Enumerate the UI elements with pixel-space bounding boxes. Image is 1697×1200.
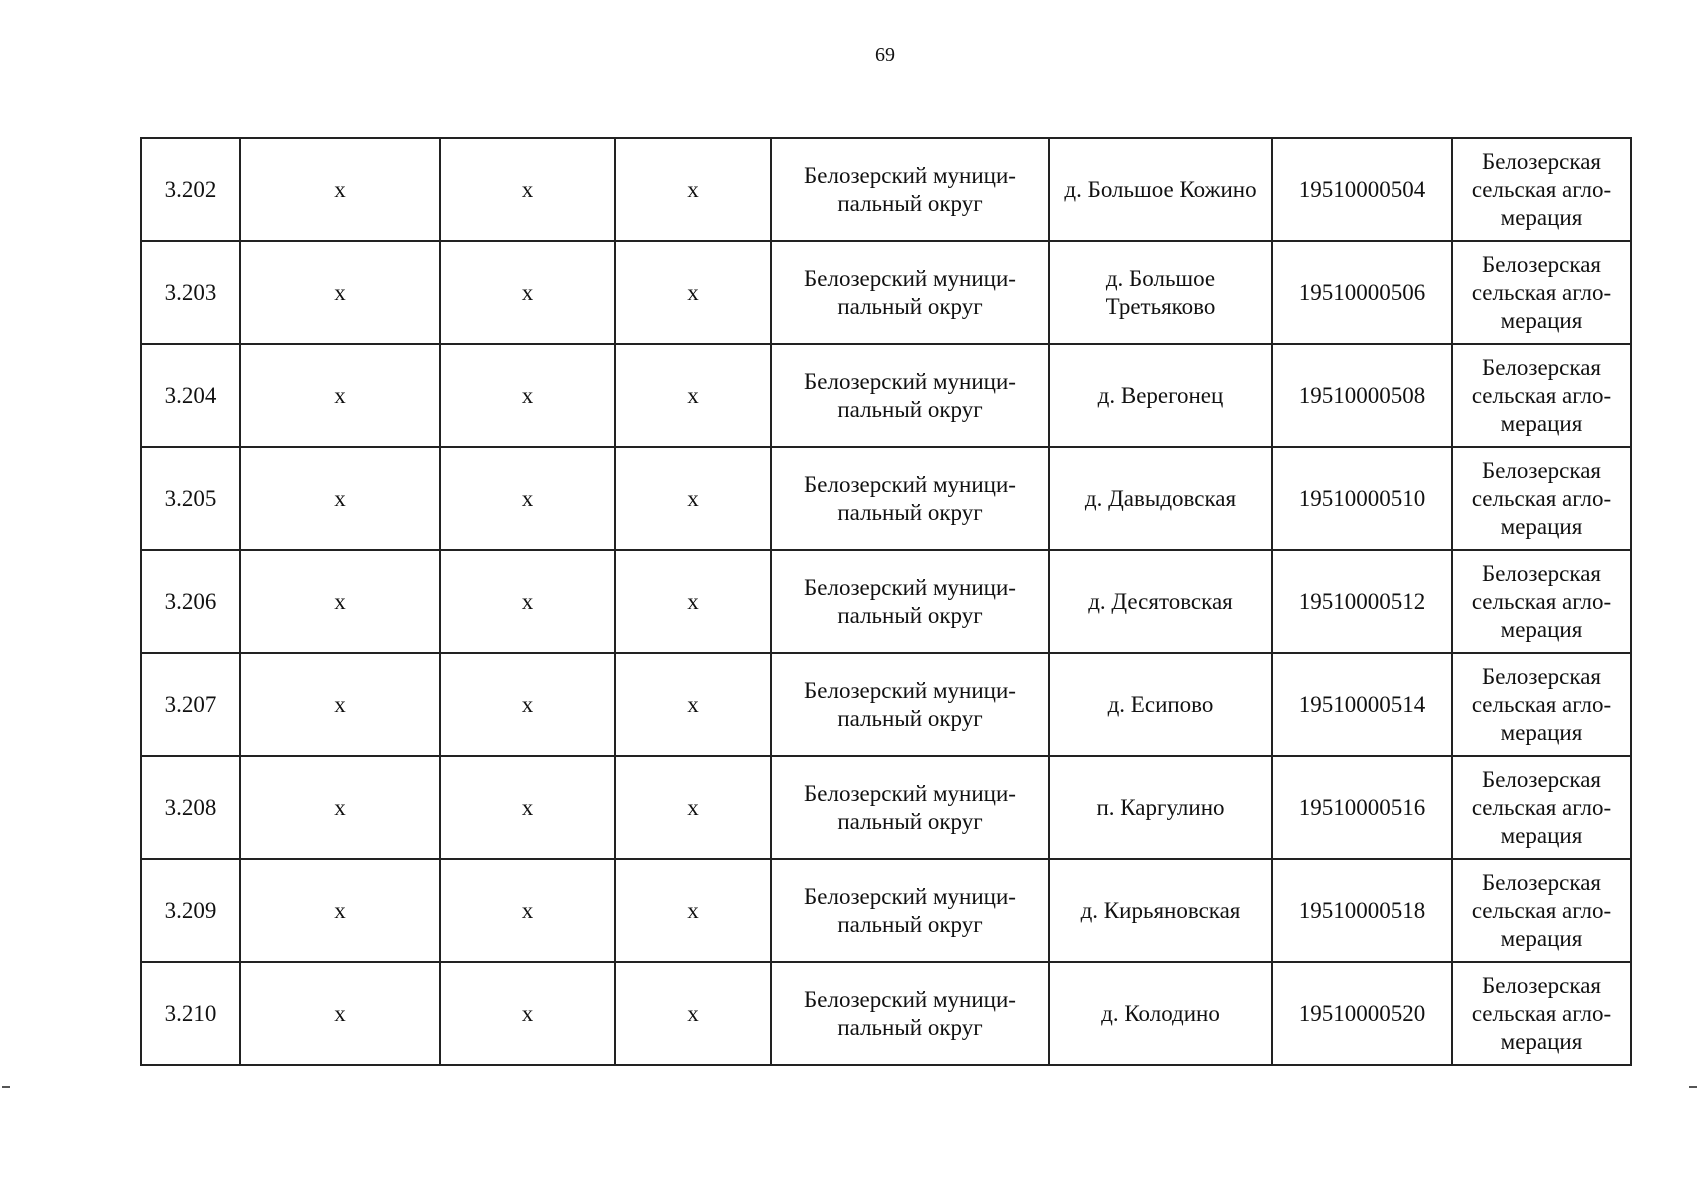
table-row [141,138,1631,241]
placeholder-cell: х [440,550,615,653]
code-cell: 19510000518 [1272,859,1452,962]
table-row [141,550,1631,653]
placeholder-cell: х [615,241,771,344]
scan-margin-mark [1689,1086,1697,1088]
code-cell: 19510000512 [1272,550,1452,653]
settlement-cell: д. Давыдовская [1049,447,1272,550]
placeholder-cell: х [240,241,440,344]
placeholder-cell: х [240,859,440,962]
agglomeration-cell: Белозерская сельская агло- мерация [1452,653,1631,756]
table-body [141,138,1631,1065]
code-cell: 19510000506 [1272,241,1452,344]
agglomeration-cell: Белозерская сельская агло- мерация [1452,447,1631,550]
municipality-cell: Белозерский муници- пальный округ [771,859,1049,962]
municipality-cell: Белозерский муници- пальный округ [771,344,1049,447]
row-number-cell: 3.209 [141,859,240,962]
placeholder-cell: х [440,138,615,241]
table-row [141,344,1631,447]
settlement-cell: д. Десятовская [1049,550,1272,653]
row-number-cell: 3.210 [141,962,240,1065]
code-cell: 19510000510 [1272,447,1452,550]
agglomeration-cell: Белозерская сельская агло- мерация [1452,241,1631,344]
placeholder-cell: х [240,653,440,756]
municipality-cell: Белозерский муници- пальный округ [771,756,1049,859]
row-number-cell: 3.206 [141,550,240,653]
municipality-cell: Белозерский муници- пальный округ [771,550,1049,653]
settlement-cell: д. Есипово [1049,653,1272,756]
placeholder-cell: х [440,756,615,859]
row-number-cell: 3.203 [141,241,240,344]
page-number: 69 [875,44,895,66]
municipality-cell: Белозерский муници- пальный округ [771,241,1049,344]
code-cell: 19510000508 [1272,344,1452,447]
code-cell: 19510000504 [1272,138,1452,241]
table-row [141,962,1631,1065]
settlement-cell: д. Верегонец [1049,344,1272,447]
agglomeration-cell: Белозерская сельская агло- мерация [1452,344,1631,447]
code-cell: 19510000520 [1272,962,1452,1065]
placeholder-cell: х [440,962,615,1065]
placeholder-cell: х [240,550,440,653]
settlement-cell: д. Кирьяновская [1049,859,1272,962]
placeholder-cell: х [440,447,615,550]
table-row [141,756,1631,859]
placeholder-cell: х [240,447,440,550]
placeholder-cell: х [615,756,771,859]
table-row [141,447,1631,550]
row-number-cell: 3.205 [141,447,240,550]
placeholder-cell: х [615,344,771,447]
settlement-cell: д. Большое Кожино [1049,138,1272,241]
row-number-cell: 3.204 [141,344,240,447]
municipality-cell: Белозерский муници- пальный округ [771,653,1049,756]
placeholder-cell: х [615,859,771,962]
scan-margin-mark [2,1086,10,1088]
code-cell: 19510000516 [1272,756,1452,859]
placeholder-cell: х [440,344,615,447]
placeholder-cell: х [440,859,615,962]
placeholder-cell: х [615,962,771,1065]
placeholder-cell: х [240,756,440,859]
agglomeration-cell: Белозерская сельская агло- мерация [1452,756,1631,859]
placeholder-cell: х [615,138,771,241]
table-row [141,653,1631,756]
agglomeration-cell: Белозерская сельская агло- мерация [1452,138,1631,241]
table-row [141,241,1631,344]
placeholder-cell: х [240,344,440,447]
row-number-cell: 3.207 [141,653,240,756]
settlement-cell: д. Колодино [1049,962,1272,1065]
placeholder-cell: х [615,550,771,653]
agglomeration-cell: Белозерская сельская агло- мерация [1452,550,1631,653]
row-number-cell: 3.202 [141,138,240,241]
row-number-cell: 3.208 [141,756,240,859]
settlement-cell: п. Каргулино [1049,756,1272,859]
placeholder-cell: х [440,241,615,344]
municipality-cell: Белозерский муници- пальный округ [771,138,1049,241]
placeholder-cell: х [615,653,771,756]
agglomeration-cell: Белозерская сельская агло- мерация [1452,859,1631,962]
settlements-table [140,137,1632,1066]
code-cell: 19510000514 [1272,653,1452,756]
agglomeration-cell: Белозерская сельская агло- мерация [1452,962,1631,1065]
placeholder-cell: х [440,653,615,756]
placeholder-cell: х [615,447,771,550]
table-row [141,859,1631,962]
placeholder-cell: х [240,962,440,1065]
settlement-cell: д. Большое Третьяково [1049,241,1272,344]
placeholder-cell: х [240,138,440,241]
municipality-cell: Белозерский муници- пальный округ [771,447,1049,550]
municipality-cell: Белозерский муници- пальный округ [771,962,1049,1065]
